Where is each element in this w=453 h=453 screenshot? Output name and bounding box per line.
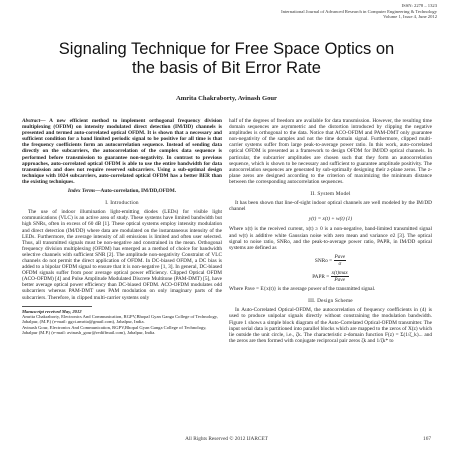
right-column — [229, 118, 432, 346]
paper-title — [20, 40, 433, 78]
index-terms — [22, 188, 222, 194]
page-number: 167 — [423, 436, 431, 442]
section-heading-design-scheme: III. Design Scheme — [308, 298, 353, 305]
system-model-body: Where x(t) is the received current, x(t) ≥ 0 is a non-negative, band-limited transmitted signal and w(t) is additive white Gaussian noise with zero mean and variance σ2 [3]. The optical signal to noise ratio, SNRo, and the peak-to-average power ratio, PAPR, in IM/DD optical systems are defined as — [229, 226, 432, 251]
index-terms-text: —Auto-correlation, IM/DD,OFDM. — [95, 188, 177, 195]
design-scheme-body: In Auto-Correlated Optical-OFDM, the autocorrelation of frequency coefficients in (4) is used to produce unipolar signals directly without constraining the modulation bandwidth. Figure 1 shows a simple block diagram of the Auto-Correlated Optical-OFDM transmitter. The input serial data is partitioned into parallel blocks which are mapped to the zeros of X(z) which lie outside the unit circle, i.e., ζk. The characteristic z-domain function F(z) = Σ(1/ζ_k)... and the zeros are then formed with conjugate reciprocal pair zeros ζk and 1/ζk* to — [229, 307, 432, 344]
title-line-1: Signaling Technique for Free Space Optics on — [58, 40, 395, 58]
issn: ISSN: 2278 – 1323 — [401, 3, 437, 8]
equation-2-lhs: SNRo = — [314, 257, 333, 264]
abstract-label: Abstract — [22, 118, 41, 124]
right-paragraph-continued: half of the degrees of freedom are available for data transmission. However, the resulting time domain sequences are asymmetric and the distortion introduced by clipping the negative amplitudes is orthogonal to the data. Notice that ACO-OFDM and PAM-DMT only guarantee non-negativity of the samples and not the time domain signal. Furthermore, clipped multi-carrier systems suffer from large peak-to-average power ratio. In this work, auto-correlated optical OFDM is presented as a framework to design OFDM for IM/DD optical channels. In particular, the subcarrier amplitudes are chosen such that they form an autocorrelation sequence, which is shown to be necessary and sufficient to guarantee amplitude positivity. The autocorrelation sequences are generated by sub-optimally designing their z-plane zeros. The z-plane zeros are designed according to the criterion of maximizing the minimum distance between the corresponding autocorrelation sequences. — [229, 118, 432, 185]
journal-volume: Volume 1, Issue 4, June 2012 — [383, 14, 437, 20]
system-model-intro: It has been shown that line-of-sight indoor optical channels are well modeled by the IM/DD channel — [229, 200, 432, 213]
abstract-text: — A new efficient method to implement orthogonal frequency division multiplexing (OFDM) on intensity modulated direct detection (IM/DD) channels is presented and termed auto-correlated optical OFDM. It is shown that a necessary and sufficient condition for a band limited periodic signal to be positive for all time is that the frequency coefficients form an autocorrelation sequence. Instead of sending data directly on the subcarriers, the autocorrelation of the complex data sequence is performed before transmission to guarantee non-negativity. In contrast to previous approaches, auto-correlated optical OFDM is able to use the entire bandwidth for data transmission and does not require reserved subcarriers. Using a sub-optimal design technique with 1024 subcarriers, auto-correlated optical OFDM has a better BER than the existing techniques. — [22, 118, 222, 185]
journal-name: International Journal of Advanced Research in Computer Engineering & Technology — [281, 8, 437, 14]
equation-3-fraction — [331, 270, 349, 283]
footnote-author-2: Avinash Gour, Electronics And Communication, RGPV,Bhopal Gyan Ganga College of Technology, Jabalpur (M.P.) (e-mail: avinash_gour@rediffmail.com), Jabalpur, India. — [22, 324, 207, 335]
abstract — [22, 118, 222, 185]
equation-2-denominator: σ — [338, 260, 342, 267]
journal-header — [207, 3, 437, 20]
section-heading-system-model: II. System Model — [310, 191, 351, 198]
equation-1: y(t) = x(t) + w(t) (1) — [308, 216, 353, 223]
equation-3-denominator: Pave — [334, 277, 345, 284]
equation-2-numerator: Pave — [334, 253, 346, 260]
equation-2-fraction — [334, 254, 347, 267]
paper-authors: Amrita Chakraborty, Avinash Gour — [176, 95, 277, 102]
index-terms-label: Index Terms — [67, 188, 96, 195]
footnote — [22, 309, 222, 335]
equation-2 — [229, 254, 432, 267]
footnote-title: Manuscript received May, 2012 — [22, 308, 82, 314]
footnote-author-1: Amrita Chakraborty, Electronics And Communication, RGPV,Bhopal Gyan Ganga College of Technology, Jabalpur, (M.P.) (e-mail: ggct.amrita@gmail.com), Jabalpur, India. — [22, 313, 218, 325]
section-heading-introduction: I. Introduction — [105, 200, 139, 207]
equation-explanation: Where Pave = E{x(t)} is the average power of the transmitted signal. — [229, 286, 376, 293]
footnote-divider — [22, 306, 92, 307]
page-footer: All Rights Reserved © 2012 IJARCET — [185, 436, 268, 442]
equation-3-numerator: x(t)max — [331, 269, 348, 276]
title-line-2: the basis of Bit Error Rate — [132, 59, 321, 77]
left-column — [22, 118, 222, 335]
equation-3-lhs: PAPR = — [312, 273, 330, 280]
intro-paragraph: The use of indoor illumination light-emitting diodes (LEDs) for visible light communications (VLC) is an active area of study. These systems have limited bandwidth but high SNRs, often in excess of 60 dB [1]. These optical systems employ intensity modulation and direct detection (IM/DD) where data are modulated on the instantaneous intensity of the LEDs. Furthermore, the average intensity of all emissions is limited and often user selected. Thus, all transmitted signals must be non-negative and constrained in the mean. Orthogonal frequency division multiplexing (OFDM) has emerged as a method of choice for bandwidth selective channels with sufficient SNR [2]. The amplitude non-negativity Constraint of VLC channels do not permit the direct application of OFDM. In DC-biased OFDM, a DC bias is added to a bipolar OFDM signal to ensure that it is non-negative [1, 3]. In general, DC-biased OFDM signals suffer from poor average optical power efficiency. Clipped Optical OFDM (ACO-OFDM) [4] and Pulse Amplitude Modulated Discrete Multitone (PAM-DMT) [5], have better average optical power efficiency than DC-biased OFDM. ACO-OFDM modulates odd subcarriers whereas PAM-DMT uses PAM modulation on only imaginary parts of the subcarriers. Therefore, in clipped multi-carrier systems only — [22, 209, 222, 301]
equation-3 — [229, 270, 432, 283]
